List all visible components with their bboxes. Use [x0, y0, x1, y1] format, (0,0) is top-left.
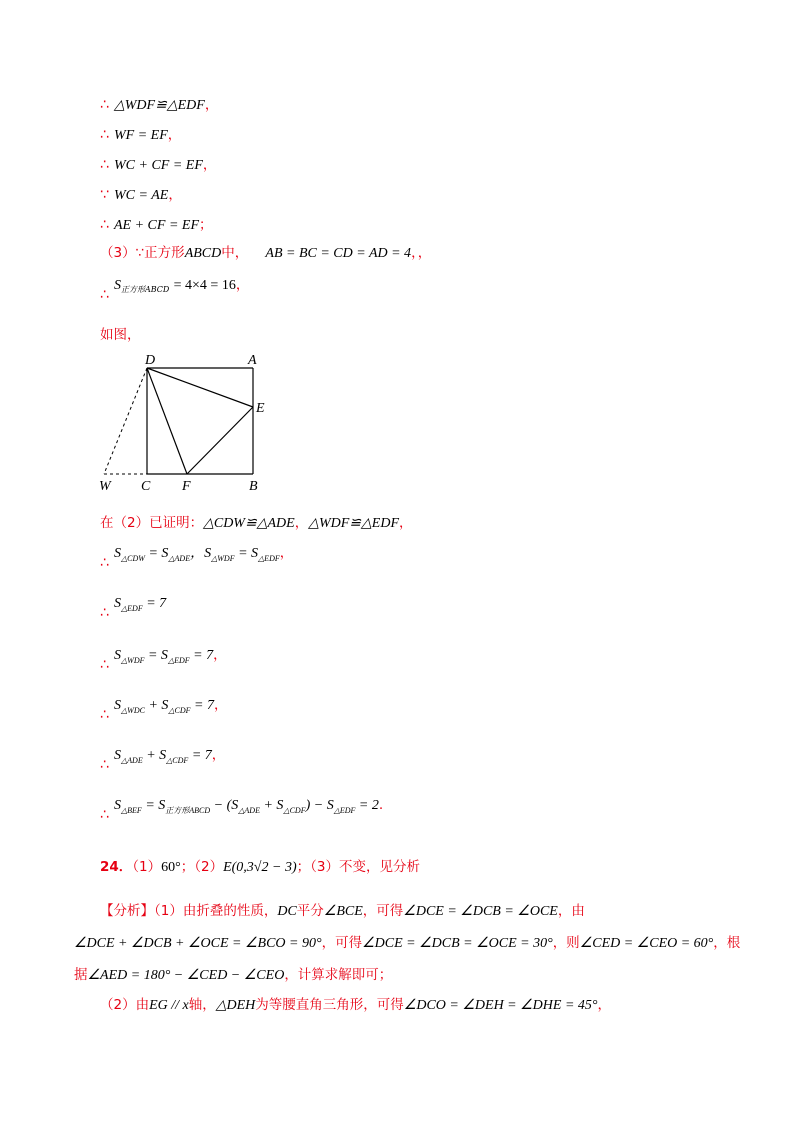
proof-math: △WDF≌△EDF [114, 98, 205, 113]
side-length-equation: AB = BC = CD = AD = 4 [265, 246, 412, 261]
part3-prefix: （3）∵正方形 [100, 245, 185, 261]
analysis-text: ，可得 [362, 903, 404, 919]
analysis-line-1 [100, 902, 585, 921]
analysis-math: ∠DCE = ∠DCB = ∠OCE = 30° [362, 936, 553, 951]
area-equation: $S_{\triangle CDW} = S_{\triangle ADE}$，$S_{\triangle WDF} = S_{\triangle EDF}$ [114, 546, 280, 563]
punctuation: . [378, 797, 384, 813]
punctuation: ， [168, 187, 182, 203]
analysis-math: ∠DCE + ∠DCB + ∠OCE = ∠BCO = 90° [74, 936, 322, 951]
part3-mid: 中， [221, 245, 249, 261]
label-E: E [256, 401, 265, 416]
proof-math: AE + CF = EF [114, 218, 199, 233]
segment-DF [147, 368, 187, 474]
analysis-text: 轴， [188, 997, 216, 1013]
analysis-math: ∠BCE [323, 904, 363, 919]
therefore-symbol: ∴ [100, 707, 109, 723]
dashed-DW [104, 368, 147, 474]
proof-math: WC = AE [114, 188, 169, 203]
area-step-1 [100, 544, 293, 574]
analysis-math: DC [277, 904, 297, 919]
proved-line [100, 514, 413, 533]
answer-2: E(0,3√2 − 3) [223, 860, 297, 875]
analysis-math: ∠DCO = ∠DEH = ∠DHE = 45° [403, 998, 598, 1013]
analysis-tag: 【分析】 [100, 903, 154, 919]
area-step-4 [100, 696, 228, 726]
part-2-label: ；（2） [180, 859, 224, 875]
analysis-math: EG // x [149, 998, 189, 1013]
analysis-line-4 [100, 996, 611, 1015]
part3-line [100, 244, 431, 263]
therefore-symbol: ∴ [100, 807, 109, 823]
punctuation: ， [202, 157, 217, 173]
punctuation: ， [235, 277, 250, 293]
proved-prefix: 在（2）已证明： [100, 515, 204, 531]
punctuation: ， [214, 697, 228, 713]
analysis-text: （1）由折叠的性质， [154, 903, 278, 919]
analysis-math: △DEH [215, 998, 256, 1013]
proof-line-2 [100, 126, 181, 145]
answer-1: 60° [161, 860, 181, 875]
area-step-5 [100, 746, 225, 776]
label-F: F [182, 479, 191, 494]
analysis-line-3 [74, 966, 392, 985]
proof-line-5 [100, 216, 213, 235]
area-equation: = 4×4 = 16 [173, 278, 236, 293]
therefore-symbol: ∴ [100, 217, 109, 233]
analysis-text: ，则 [552, 935, 580, 951]
proof-math: WC + CF = EF [114, 158, 203, 173]
analysis-line-2 [74, 934, 740, 953]
analysis-text: （2）由 [100, 997, 150, 1013]
label-D: D [145, 353, 156, 368]
label-B: B [249, 479, 258, 494]
area-step-2 [100, 594, 166, 624]
segment-DE [147, 368, 253, 407]
part-3-label: ；（3）不变，见分析 [296, 859, 420, 875]
therefore-symbol: ∴ [100, 97, 109, 113]
analysis-math: ∠CED = ∠CEO = 60° [579, 936, 714, 951]
q24-answer-line [100, 858, 420, 877]
analysis-math: ∠AED = 180° − ∠CED − ∠CEO [87, 968, 285, 983]
analysis-text: ，可得 [321, 935, 363, 951]
therefore-symbol: ∴ [100, 757, 109, 773]
proof-line-3 [100, 156, 216, 175]
proof-line-1 [100, 96, 218, 115]
punctuation: ， [399, 515, 413, 531]
therefore-symbol: ∴ [100, 127, 109, 143]
analysis-text: ，根 [713, 935, 741, 951]
analysis-text: ，计算求解即可； [284, 967, 393, 983]
punctuation: ，， [411, 245, 432, 261]
geometry-figure [95, 348, 285, 496]
segment-EF [187, 407, 253, 474]
area-equation: $S_{\triangle ADE} + S_{\triangle CDF} = 7$ [114, 748, 212, 765]
punctuation: ， [204, 97, 219, 113]
label-C: C [141, 479, 151, 494]
therefore-symbol: ∴ [100, 657, 109, 673]
punctuation: ， [167, 127, 182, 143]
therefore-symbol: ∴ [100, 605, 109, 621]
therefore-symbol: ∴ [100, 157, 109, 173]
figure-intro: 如图， [100, 327, 141, 343]
area-equation: $S_{\triangle WDC} + S_{\triangle CDF} = 7$ [114, 698, 214, 715]
part-1-label: （1） [132, 859, 162, 875]
proof-line-4 [100, 186, 182, 205]
congruence-2: △WDF≌△EDF [308, 516, 399, 531]
area-equation: $S_{\triangle BEF} = S_{正方形ABCD} - (S_{\triangle ADE} + S_{\triangle CDF}) - S_{\triangle EDF} = 2$ [114, 798, 379, 815]
therefore-symbol: ∴ [100, 287, 109, 303]
punctuation: ； [199, 217, 213, 233]
label-A: A [248, 353, 257, 368]
label-W: W [99, 479, 111, 494]
analysis-text: 据 [74, 967, 88, 983]
analysis-text: 平分 [296, 903, 324, 919]
punctuation: ， [294, 515, 309, 531]
question-number: 24． [100, 859, 133, 875]
analysis-math: ∠DCE = ∠DCB = ∠OCE [403, 904, 558, 919]
therefore-symbol: ∴ [100, 555, 109, 571]
square-area-line [100, 276, 249, 306]
area-equation: $S_{\triangle EDF} = 7$ [114, 596, 167, 613]
because-symbol: ∵ [100, 187, 109, 203]
proof-math: WF = EF [114, 128, 168, 143]
area-step-6 [100, 796, 383, 826]
congruence-1: △CDW≌△ADE [203, 516, 295, 531]
punctuation: ， [279, 545, 294, 561]
punctuation: ， [211, 747, 226, 763]
area-step-3 [100, 646, 227, 676]
analysis-text: ，由 [557, 903, 585, 919]
area-equation: $S_{\triangle WDF} = S_{\triangle EDF} = 7$ [114, 648, 214, 665]
analysis-text: ， [597, 997, 611, 1013]
square-name: ABCD [184, 246, 222, 261]
area-symbol: S [114, 278, 121, 293]
analysis-text: 为等腰直角三角形，可得 [255, 997, 404, 1013]
punctuation: ， [213, 647, 227, 663]
area-subscript: 正方形ABCD [121, 285, 170, 294]
